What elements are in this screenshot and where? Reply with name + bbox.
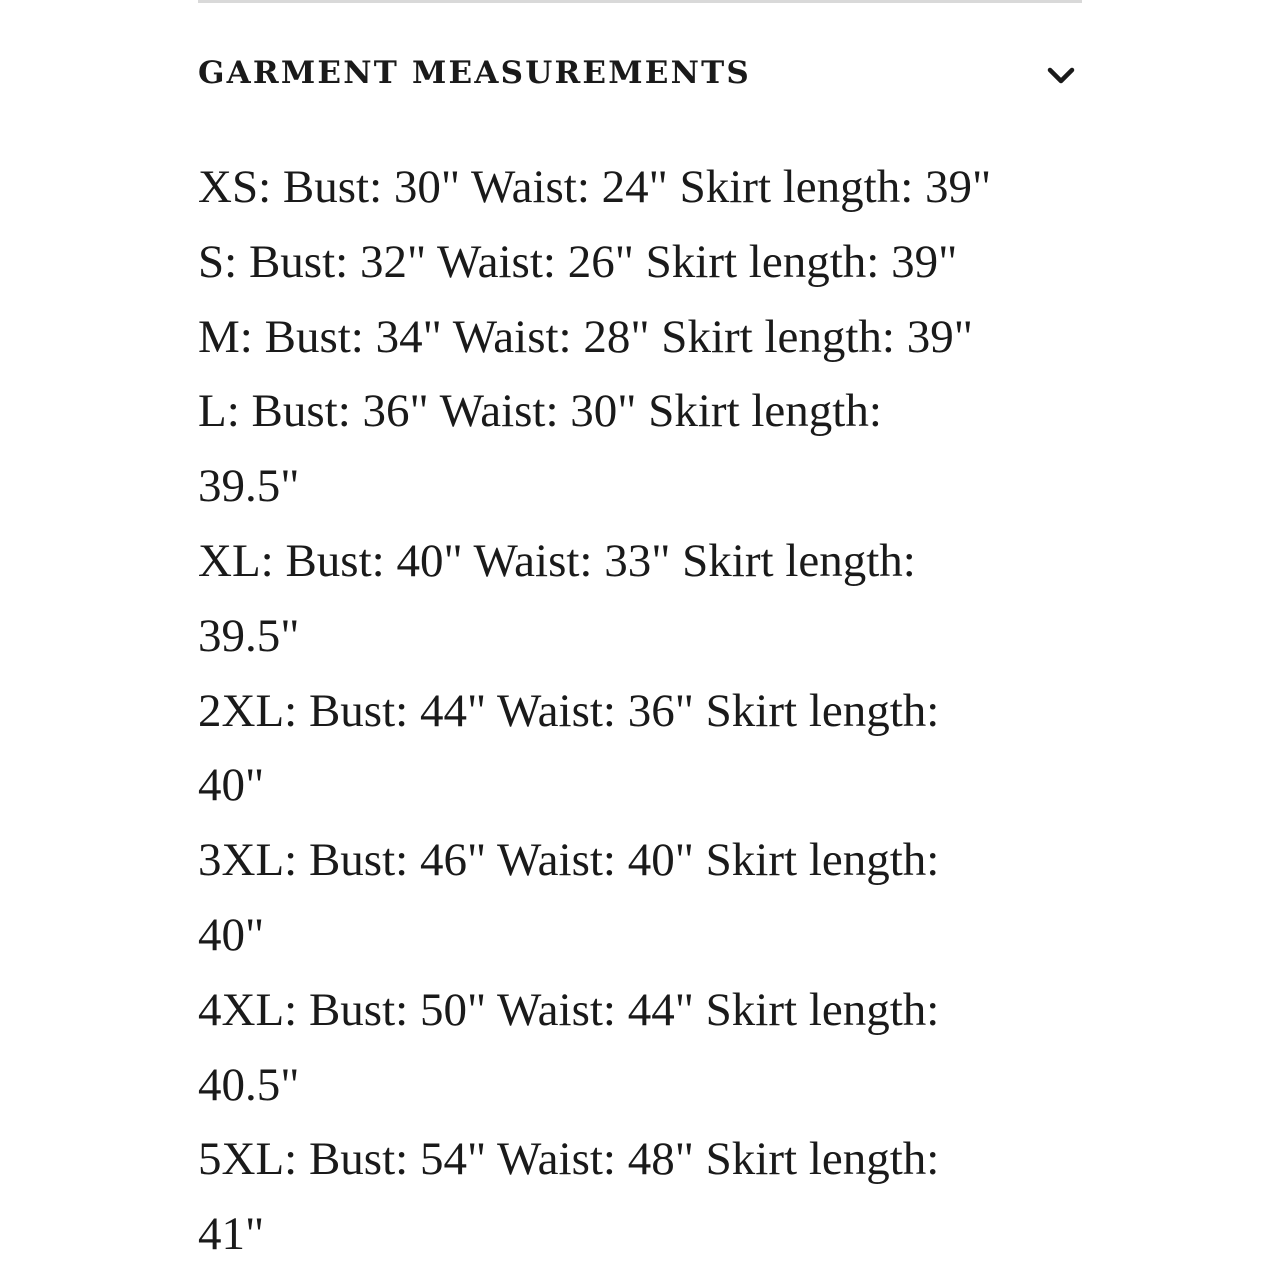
- measurement-line-3xl: 3XL: Bust: 46" Waist: 40" Skirt length:: [198, 834, 940, 887]
- measurement-line-2xl: 2XL: Bust: 44" Waist: 36" Skirt length:: [198, 684, 940, 737]
- garment-measurements-accordion-header[interactable]: [198, 52, 1082, 102]
- measurement-line-5xl: 5XL: Bust: 54" Waist: 48" Skirt length:: [198, 1133, 940, 1186]
- measurement-line-4xl-cont: 40.5": [198, 1058, 300, 1111]
- measurement-line-m: M: Bust: 34" Waist: 28" Skirt length: 39": [198, 310, 973, 363]
- measurement-line-l-cont: 39.5": [198, 460, 300, 513]
- top-divider: [198, 0, 1082, 3]
- section-title: GARMENT MEASUREMENTS: [198, 55, 751, 91]
- measurement-line-xl: XL: Bust: 40" Waist: 33" Skirt length:: [198, 534, 916, 587]
- measurement-line-l: L: Bust: 36" Waist: 30" Skirt length:: [198, 385, 882, 438]
- measurement-line-s: S: Bust: 32" Waist: 26" Skirt length: 39": [198, 235, 958, 288]
- measurement-line-xs: XS: Bust: 30" Waist: 24" Skirt length: 39": [198, 161, 992, 213]
- measurement-line-2xl-cont: 40": [198, 759, 265, 812]
- measurement-line-4xl: 4XL: Bust: 50" Waist: 44" Skirt length:: [198, 983, 940, 1036]
- measurements-list: [198, 150, 1088, 1272]
- measurement-line-5xl-cont: 41": [198, 1208, 265, 1261]
- measurement-line-3xl-cont: 40": [198, 908, 265, 961]
- measurement-line-xl-cont: 39.5": [198, 609, 300, 662]
- chevron-down-icon[interactable]: [1046, 66, 1076, 86]
